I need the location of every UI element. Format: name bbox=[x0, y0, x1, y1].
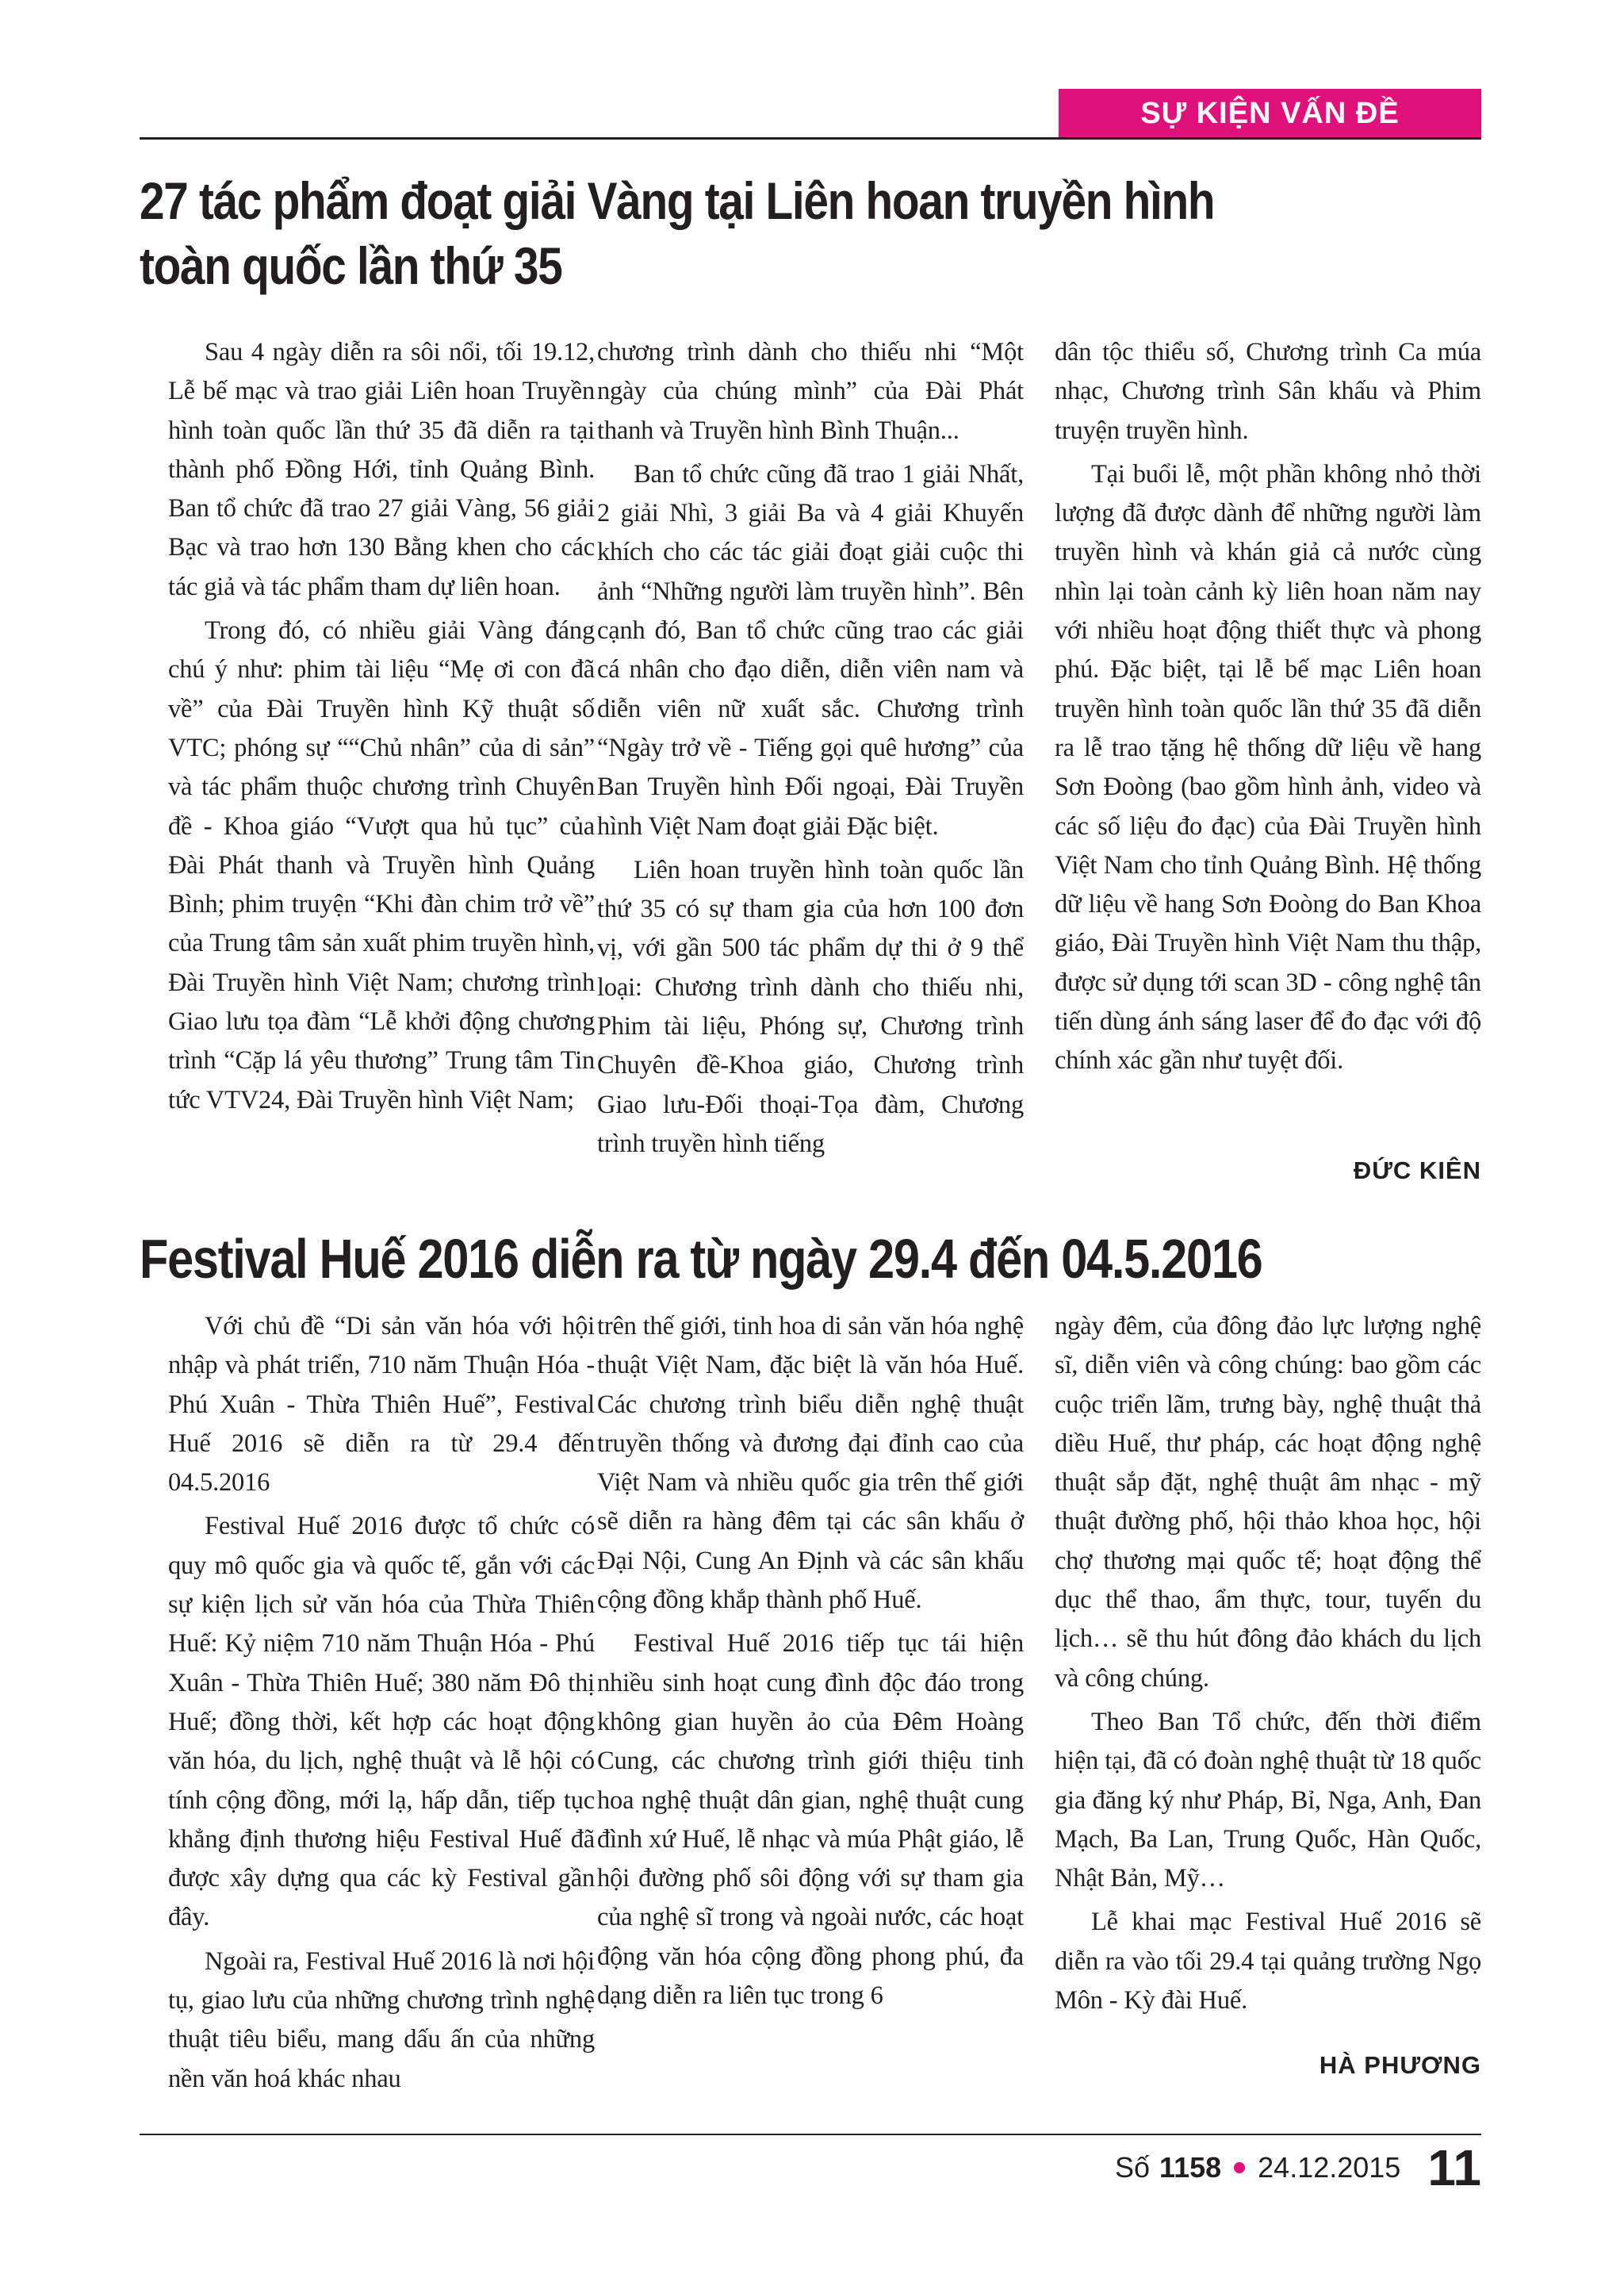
article1-paragraph: Liên hoan truyền hình toàn quốc lần thứ 35 có sự tham gia của hơn 100 đơn vị, với gần 500 tác phẩm dự thi ở 9 thể loại: Chương trình dành cho thiếu nhi, Phim tài liệu, Phóng sự, Chương trình Chuyên đề-Khoa giáo, Chương trình Giao lưu-Đối thoại-Tọa đàm, Chương trình truyền hình tiếng bbox=[597, 855, 1024, 1158]
article1-column-1 bbox=[168, 333, 595, 1125]
page-footer bbox=[1115, 2140, 1481, 2196]
issue-date: 24.12.2015 bbox=[1258, 2151, 1401, 2184]
article2-title: Festival Huế 2016 diễn ra từ ngày 29.4 đến 04.5.2016 bbox=[140, 1228, 1262, 1290]
article2-paragraph: trên thế giới, tinh hoa di sản văn hóa nghệ thuật Việt Nam, đặc biệt là văn hóa Huế. Các chương trình biểu diễn nghệ thuật truyền thống và đương đại đỉnh cao của Việt Nam và nhiều quốc gia trên thế giới sẽ diễn ra hàng đêm tại các sân khấu ở Đại Nội, Cung An Định và các sân khấu cộng đồng khắp thành phố Huế. bbox=[597, 1312, 1024, 1615]
issue-label: Số bbox=[1115, 2151, 1151, 2184]
article2-paragraph: Festival Huế 2016 được tổ chức có quy mô quốc gia và quốc tế, gắn với các sự kiện lịch sử văn hóa của Thừa Thiên Huế: Kỷ niệm 710 năm Thuận Hóa - Phú Xuân - Thừa Thiên Huế; 380 năm Đô thị Huế; đồng thời, kết hợp các hoạt động văn hóa, du lịch, nghệ thuật và lễ hội có tính cộng đồng, mới lạ, hấp dẫn, tiếp tục khẳng định thương hiệu Festival Huế đã được xây dựng qua các kỳ Festival gần đây. bbox=[168, 1512, 595, 1932]
article1-column-2 bbox=[597, 333, 1024, 1168]
section-tab: SỰ KIỆN VẤN ĐỀ bbox=[1059, 89, 1481, 138]
bullet-dot-icon bbox=[1234, 2162, 1245, 2173]
article2-paragraph: Lễ khai mạc Festival Huế 2016 sẽ diễn ra vào tối 29.4 tại quảng trường Ngọ Môn - Kỳ đài Huế. bbox=[1055, 1908, 1481, 2015]
article1-title-line2: toàn quốc lần thứ 35 bbox=[140, 236, 562, 295]
article1-paragraph: Ban tổ chức cũng đã trao 1 giải Nhất, 2 giải Nhì, 3 giải Ba và 4 giải Khuyến khích cho các tác giải đoạt giải cuộc thi ảnh “Những người làm truyền hình”. Bên cạnh đó, Ban tổ chức cũng trao các giải cá nhân cho đạo diễn, diễn viên nam và diễn viên nữ xuất sắc. Chương trình “Ngày trở về - Tiếng gọi quê hương” của Ban Truyền hình Đối ngoại, Đài Truyền hình Việt Nam đoạt giải Đặc biệt. bbox=[597, 459, 1024, 841]
article2-paragraph: ngày đêm, của đông đảo lực lượng nghệ sĩ, diễn viên và công chúng: bao gồm các cuộc triển lãm, trưng bày, nghệ thuật thả diều Huế, thư pháp, các hoạt động nghệ thuật sắp đặt, nghệ thuật âm nhạc - mỹ thuật đường phố, hội thảo khoa học, hội chợ thương mại quốc tế; hoạt động thể dục thể thao, ẩm thực, tour, tuyến du lịch… sẽ thu hút đông đảo khách du lịch và công chúng. bbox=[1055, 1312, 1481, 1693]
article1-byline: ĐỨC KIÊN bbox=[1353, 1156, 1481, 1184]
article1-paragraph: dân tộc thiểu số, Chương trình Ca múa nhạc, Chương trình Sân khấu và Phim truyện truyền hình. bbox=[1055, 338, 1481, 445]
article2-paragraph: Festival Huế 2016 tiếp tục tái hiện nhiều sinh hoạt cung đình độc đáo trong không gian huyền ảo của Đêm Hoàng Cung, các chương trình giới thiệu tinh hoa nghệ thuật dân gian, nghệ thuật cung đình xứ Huế, lễ nhạc và múa Phật giáo, lễ hội đường phố sôi động với sự tham gia của nghệ sĩ trong và ngoài nước, các hoạt động văn hóa cộng đồng phong phú, đa dạng diễn ra liên tục trong 6 bbox=[597, 1629, 1024, 2011]
article1-paragraph: Trong đó, có nhiều giải Vàng đáng chú ý như: phim tài liệu “Mẹ ơi con đã về” của Đài Truyền hình Kỹ thuật số VTC; phóng sự ““Chủ nhân” của di sản” và tác phẩm thuộc chương trình Chuyên đề - Khoa giáo “Vượt qua hủ tục” của Đài Phát thanh và Truyền hình Quảng Bình; phim truyện “Khi đàn chim trở về” của Trung tâm sản xuất phim truyền hình, Đài Truyền hình Việt Nam; chương trình Giao lưu tọa đàm “Lễ khởi động chương trình “Cặp lá yêu thương” Trung tâm Tin tức VTV24, Đài Truyền hình Việt Nam; bbox=[168, 616, 595, 1114]
article2-paragraph: Với chủ đề “Di sản văn hóa với hội nhập và phát triển, 710 năm Thuận Hóa - Phú Xuân - Thừa Thiên Huế”, Festival Huế 2016 sẽ diễn ra từ 29.4 đến 04.5.2016 bbox=[168, 1312, 595, 1498]
top-divider bbox=[140, 137, 1481, 140]
article2-byline: HÀ PHƯƠNG bbox=[1319, 2051, 1481, 2079]
article2-column-3 bbox=[1055, 1307, 1481, 2025]
article1-title bbox=[140, 168, 1293, 298]
article1-paragraph: Sau 4 ngày diễn ra sôi nổi, tối 19.12, Lễ bế mạc và trao giải Liên hoan Truyền hình toàn quốc lần thứ 35 đã diễn ra tại thành phố Đồng Hới, tỉnh Quảng Bình. Ban tổ chức đã trao 27 giải Vàng, 56 giải Bạc và trao hơn 130 Bằng khen cho các tác giả và tác phẩm tham dự liên hoan. bbox=[168, 338, 595, 601]
issue-number: 1158 bbox=[1159, 2151, 1222, 2184]
article2-column-2 bbox=[597, 1307, 1024, 2020]
bottom-divider bbox=[140, 2134, 1481, 2135]
article1-paragraph: chương trình dành cho thiếu nhi “Một ngày của chúng mình” của Đài Phát thanh và Truyền hình Bình Thuận... bbox=[597, 338, 1024, 445]
article1-title-line1: 27 tác phẩm đoạt giải Vàng tại Liên hoan truyền hình bbox=[140, 171, 1215, 230]
page-number: 11 bbox=[1427, 2139, 1481, 2196]
article2-paragraph: Theo Ban Tổ chức, đến thời điểm hiện tại, đã có đoàn nghệ thuật từ 18 quốc gia đăng ký như Pháp, Bỉ, Nga, Anh, Đan Mạch, Ba Lan, Trung Quốc, Hàn Quốc, Nhật Bản, Mỹ… bbox=[1055, 1707, 1481, 1893]
article1-column-3 bbox=[1055, 333, 1481, 1086]
article2-paragraph: Ngoài ra, Festival Huế 2016 là nơi hội tụ, giao lưu của những chương trình nghệ thuật tiêu biểu, mang dấu ấn của những nền văn hoá khác nhau bbox=[168, 1946, 595, 2093]
article2-column-1 bbox=[168, 1307, 595, 2104]
article1-paragraph: Tại buổi lễ, một phần không nhỏ thời lượng đã được dành để những người làm truyền hình và khán giả cả nước cùng nhìn lại toàn cảnh kỳ liên hoan năm nay với nhiều hoạt động thiết thực và phong phú. Đặc biệt, tại lễ bế mạc Liên hoan truyền hình toàn quốc lần thứ 35 đã diễn ra lễ trao tặng hệ thống dữ liệu về hang Sơn Đoòng (bao gồm hình ảnh, video và các số liệu đo đạc) của Đài Truyền hình Việt Nam cho tỉnh Quảng Bình. Hệ thống dữ liệu về hang Sơn Đoòng do Ban Khoa giáo, Đài Truyền hình Việt Nam thu thập, được sử dụng tới scan 3D - công nghệ tân tiến dùng ánh sáng laser để đo đạc với độ chính xác gần như tuyệt đối. bbox=[1055, 459, 1481, 1076]
